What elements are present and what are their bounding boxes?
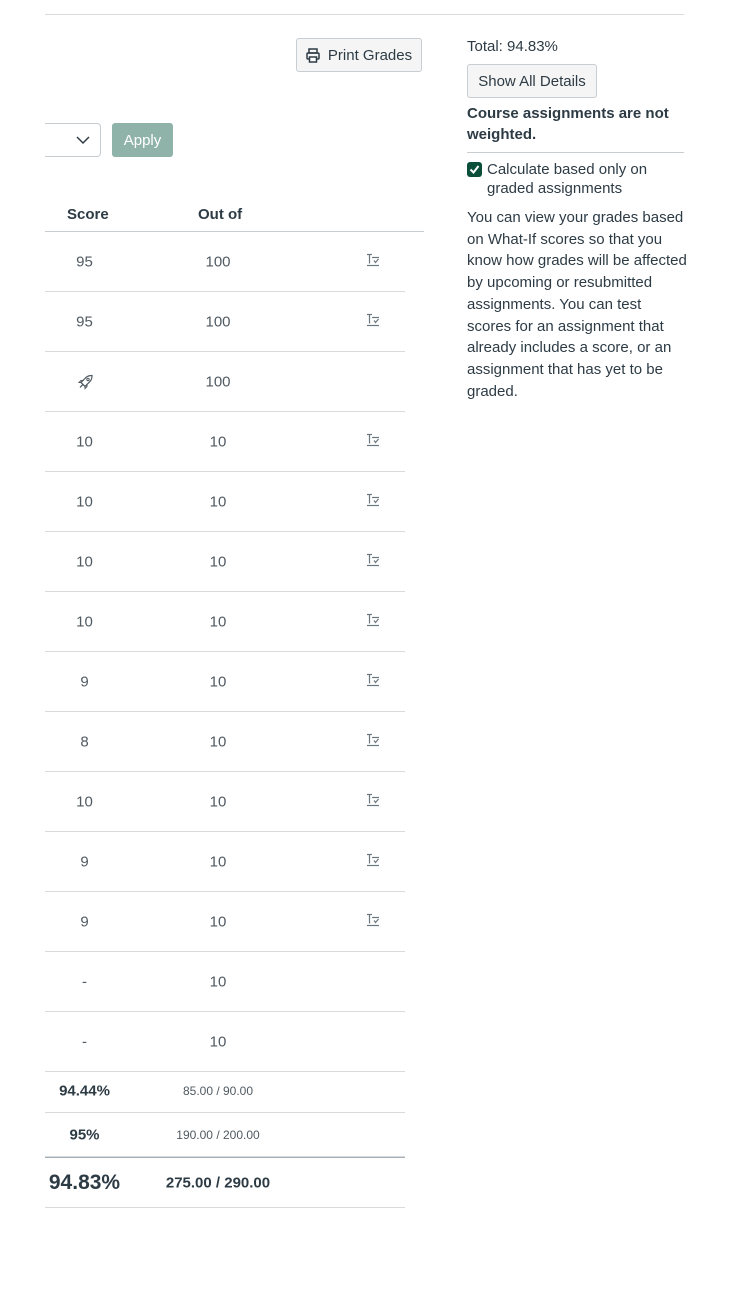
what-if-score-icon[interactable] xyxy=(366,612,380,631)
score-cell[interactable]: 10 xyxy=(76,493,93,510)
out-of-cell: 100 xyxy=(205,253,231,270)
chevron-down-icon xyxy=(76,133,90,147)
what-if-score-icon[interactable] xyxy=(366,792,380,811)
score-cell[interactable]: 10 xyxy=(76,793,93,810)
graded-only-checkbox[interactable] xyxy=(467,162,482,177)
what-if-info-text: You can view your grades based on What-If scores so that you know how grades will be affected by upcoming or resubmitted assignments. You can test scores for an assignment that already includes a score, or an assignment that has yet to be graded. xyxy=(467,209,687,400)
weighting-note: Course assignments are not weighted. xyxy=(467,105,669,143)
table-row xyxy=(45,352,405,412)
table-row xyxy=(45,772,405,832)
print-grades-label: Print Grades xyxy=(327,46,413,64)
assignment-group-total xyxy=(45,1069,405,1113)
show-all-details-button[interactable]: Show All Details xyxy=(467,64,597,98)
table-row xyxy=(45,532,405,592)
table-row xyxy=(45,712,405,772)
out-of-cell: 10 xyxy=(209,493,227,510)
table-row xyxy=(45,892,405,952)
score-cell[interactable]: 9 xyxy=(80,673,89,690)
score-cell[interactable]: 8 xyxy=(80,733,89,750)
out-of-cell: 10 xyxy=(209,853,227,870)
total-grade: Total: 94.83% xyxy=(467,38,558,55)
what-if-score-icon[interactable] xyxy=(366,492,380,511)
what-if-score-icon[interactable] xyxy=(366,852,380,871)
table-row xyxy=(45,472,405,532)
table-row xyxy=(45,592,405,652)
out-of-cell: 10 xyxy=(209,913,227,930)
table-row xyxy=(45,952,405,1012)
score-cell[interactable]: 9 xyxy=(80,913,89,930)
table-row xyxy=(45,232,405,292)
table-row xyxy=(45,832,405,892)
out-of-cell: 10 xyxy=(209,433,227,450)
score-cell[interactable]: 10 xyxy=(76,433,93,450)
what-if-score-icon[interactable] xyxy=(366,252,380,271)
table-row xyxy=(45,652,405,712)
grading-period-select[interactable] xyxy=(45,123,101,157)
score-cell[interactable]: - xyxy=(82,973,87,990)
score-cell[interactable]: 95 xyxy=(76,313,93,330)
rocket-icon xyxy=(77,373,93,390)
top-divider xyxy=(45,14,684,15)
group-percent: 94.44% xyxy=(59,1082,110,1099)
check-icon xyxy=(469,164,480,175)
what-if-score-icon[interactable] xyxy=(366,552,380,571)
out-of-cell: 100 xyxy=(205,313,231,330)
final-fraction: 275.00 / 290.00 xyxy=(165,1174,271,1191)
what-if-score-icon[interactable] xyxy=(366,432,380,451)
score-cell[interactable]: 95 xyxy=(76,253,93,270)
out-of-cell: 10 xyxy=(209,1033,227,1050)
score-cell[interactable]: 10 xyxy=(76,553,93,570)
group-percent: 95% xyxy=(69,1126,100,1143)
sidebar-divider xyxy=(467,152,684,153)
final-grade-row xyxy=(45,1157,405,1208)
group-fraction: 85.00 / 90.00 xyxy=(182,1083,254,1098)
what-if-score-icon[interactable] xyxy=(366,732,380,751)
apply-button[interactable]: Apply xyxy=(112,123,173,157)
out-of-cell: 10 xyxy=(209,673,227,690)
out-of-cell: 100 xyxy=(205,373,231,390)
out-of-cell: 10 xyxy=(209,613,227,630)
out-of-cell: 10 xyxy=(209,553,227,570)
table-row xyxy=(45,1012,405,1072)
table-row xyxy=(45,292,405,352)
score-cell[interactable]: 10 xyxy=(76,613,93,630)
graded-only-label[interactable]: Calculate based only on graded assignments xyxy=(487,161,648,197)
table-row xyxy=(45,412,405,472)
out-of-column-header: Out of xyxy=(198,206,243,223)
printer-icon xyxy=(306,48,320,63)
print-grades-button[interactable] xyxy=(296,38,422,72)
score-cell[interactable] xyxy=(45,373,124,390)
out-of-cell: 10 xyxy=(209,733,227,750)
score-cell[interactable]: - xyxy=(82,1033,87,1050)
score-cell[interactable]: 9 xyxy=(80,853,89,870)
assignment-group-total xyxy=(45,1113,405,1157)
out-of-cell: 10 xyxy=(209,973,227,990)
what-if-score-icon[interactable] xyxy=(366,672,380,691)
what-if-score-icon[interactable] xyxy=(366,312,380,331)
score-column-header: Score xyxy=(67,206,109,223)
group-fraction: 190.00 / 200.00 xyxy=(176,1127,260,1142)
final-percent: 94.83% xyxy=(48,1170,121,1194)
out-of-cell: 10 xyxy=(209,793,227,810)
what-if-score-icon[interactable] xyxy=(366,912,380,931)
